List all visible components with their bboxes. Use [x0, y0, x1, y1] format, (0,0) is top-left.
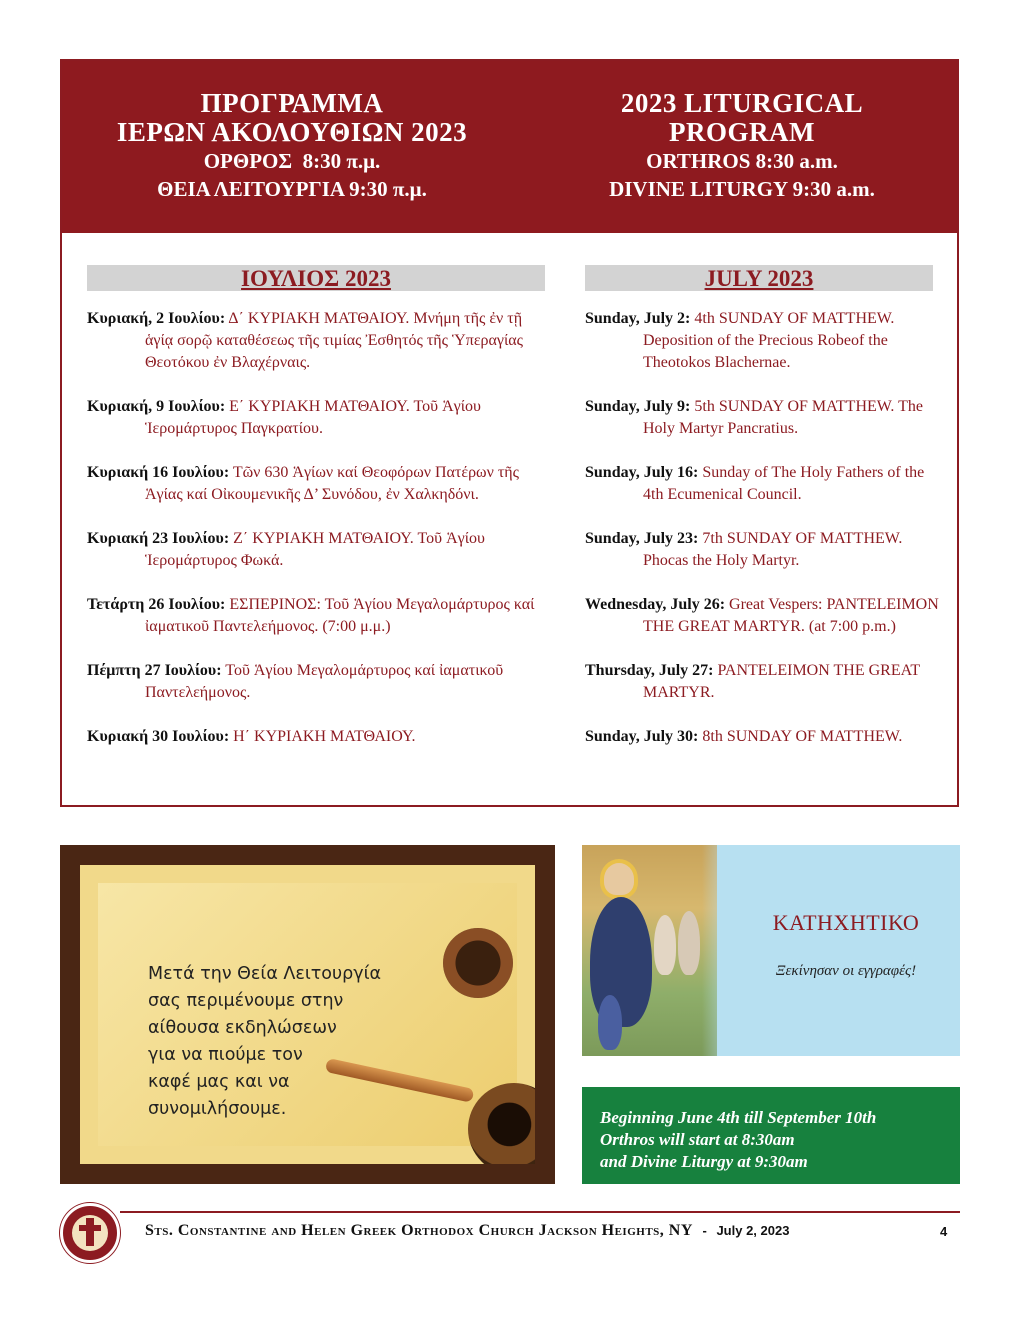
english-month-heading: JULY 2023: [585, 265, 933, 291]
english-entry-text: 4th SUNDAY OF MATTHEW. Deposition of the Precious Robeof the Theotokos Blachernae.: [643, 310, 895, 371]
briki-pot-icon: [468, 1083, 555, 1175]
catechism-subtitle: Ξεκίνησαν οι εγγραφές!: [775, 963, 917, 979]
english-entry-text: Great Vespers: PANTELEIMON THE GREAT MARTYR. (at 7:00 p.m.): [643, 596, 939, 635]
church-seal-icon: [60, 1203, 120, 1263]
greek-entry-text: Η΄ ΚΥΡΙΑΚΗ ΜΑΤΘΑΙΟΥ.: [233, 728, 416, 745]
coffee-line: Μετά την Θεία Λειτουργία: [148, 964, 382, 984]
english-entry-date: Sunday, July 23:: [585, 530, 699, 547]
greek-entry: [87, 594, 547, 638]
coffee-line: για να πιούμε τον: [148, 1045, 303, 1065]
greek-entry: [87, 462, 547, 506]
notice-line: Orthros will start at 8:30am: [600, 1130, 795, 1149]
footer-church-name: Sts. Constantine and Helen Greek Orthodox Church Jackson Heights, NY - July 2, 2023: [145, 1222, 790, 1239]
english-entry-date: Wednesday, July 26:: [585, 596, 726, 613]
greek-entry-date: Κυριακή 30 Ιουλίου:: [87, 728, 230, 745]
english-entry-date: Sunday, July 9:: [585, 398, 691, 415]
greek-entry-text: Ζ΄ ΚΥΡΙΑΚΗ ΜΑΤΘΑΙΟΥ. Τοῦ Ἁγίου Ἱερομάρτυρος Φωκά.: [145, 530, 485, 569]
english-entry: [585, 396, 945, 440]
english-entry: [585, 726, 945, 748]
summer-schedule-notice: [582, 1087, 960, 1184]
greek-entry-text: Δ΄ ΚΥΡΙΑΚΗ ΜΑΤΘΑΙΟΥ. Μνήμη τῆς ἐν τῇ ἁγίᾳ σορῷ καταθέσεως τῆς τιμίας Ἐσθητός τῆς Ὑπεραγίας Θεοτόκου ἐν Βλαχέρναις.: [145, 310, 523, 371]
page-number: 4: [940, 1224, 948, 1239]
greek-entry-date: Πέμπτη 27 Ιουλίου:: [87, 662, 222, 679]
liturgical-program-frame: [60, 59, 959, 807]
catechism-banner: [582, 845, 960, 1056]
english-entry-date: Sunday, July 30:: [585, 728, 699, 745]
coffee-hour-ad: [60, 845, 555, 1184]
coffee-message: [148, 961, 428, 1123]
program-header: [62, 61, 957, 233]
greek-entry-date: Τετάρτη 26 Ιουλίου:: [87, 596, 226, 613]
greek-entry-date: Κυριακή 23 Ιουλίου:: [87, 530, 230, 547]
greek-title-line1: ΠΡΟΓΡΑΜΜΑ: [200, 88, 384, 118]
english-title-line2: PROGRAM: [669, 117, 815, 147]
greek-schedule: [87, 265, 547, 770]
coffee-panel: [98, 883, 517, 1146]
greek-header: [77, 89, 507, 203]
english-entry-date: Sunday, July 16:: [585, 464, 699, 481]
greek-entry-date: Κυριακή, 9 Ιουλίου:: [87, 398, 226, 415]
english-entry-date: Sunday, July 2:: [585, 310, 691, 327]
greek-entry-date: Κυριακή 16 Ιουλίου:: [87, 464, 230, 481]
coffee-line: συνομιλήσουμε.: [148, 1099, 287, 1119]
greek-title-line2: ΙΕΡΩΝ ΑΚΟΛΟΥΘΙΩΝ 2023: [116, 117, 468, 147]
footer-date: July 2, 2023: [716, 1223, 790, 1238]
greek-liturgy-time: ΘΕΙΑ ΛΕΙΤΟΥΡΓΙΑ 9:30 π.μ.: [157, 177, 427, 201]
child-figure-icon: [678, 911, 700, 975]
greek-entry-text: ΕΣΠΕΡΙΝΟΣ: Τοῦ Ἁγίου Μεγαλομάρτυρος καί ἰαματικοῦ Παντελεήμονος. (7:00 μ.μ.): [145, 596, 535, 635]
english-schedule: [585, 265, 945, 770]
coffee-line: καφέ μας και να: [148, 1072, 290, 1092]
greek-entry: [87, 660, 547, 704]
greek-entry: [87, 308, 547, 374]
christ-with-children-icon: [582, 845, 717, 1056]
english-entry-text: PANTELEIMON THE GREAT MARTYR.: [643, 662, 920, 701]
english-entry: [585, 308, 945, 374]
english-title-line1: 2023 LITURGICAL: [620, 88, 864, 118]
english-entry: [585, 462, 945, 506]
english-entry-text: 8th SUNDAY OF MATTHEW.: [702, 728, 903, 745]
greek-month-heading: ΙΟΥΛΙΟΣ 2023: [87, 265, 545, 291]
english-header: [542, 89, 942, 203]
child-figure-icon: [654, 915, 676, 975]
coffee-line: αίθουσα εκδηλώσεων: [148, 1018, 337, 1038]
notice-line: Beginning June 4th till September 10th: [600, 1108, 877, 1127]
greek-entry: [87, 528, 547, 572]
english-liturgy-time: DIVINE LITURGY 9:30 a.m.: [609, 177, 875, 201]
notice-line: and Divine Liturgy at 9:30am: [600, 1152, 808, 1171]
english-entry: [585, 594, 945, 638]
english-entry-text: Sunday of The Holy Fathers of the 4th Ecumenical Council.: [643, 464, 925, 503]
cross-icon: [86, 1218, 94, 1246]
greek-orthros-time: ΟΡΘΡΟΣ 8:30 π.μ.: [203, 149, 381, 173]
greek-entry-text: Ε΄ ΚΥΡΙΑΚΗ ΜΑΤΘΑΙΟΥ. Τοῦ Ἁγίου Ἱερομάρτυρος Παγκρατίου.: [145, 398, 481, 437]
coffee-line: σας περιμένουμε στην: [148, 991, 344, 1011]
greek-entry: [87, 726, 547, 748]
footer-divider: [120, 1211, 960, 1213]
greek-entry-text: Τῶν 630 Ἁγίων καί Θεοφόρων Πατέρων τῆς Ἁγίας καί Οἰκουμενικῆς Δ’ Συνόδου, ἐν Χαλκηδόνι.: [145, 464, 519, 503]
english-entry: [585, 660, 945, 704]
halo-icon: [604, 863, 634, 895]
greek-entry-date: Κυριακή, 2 Ιουλίου:: [87, 310, 226, 327]
greek-entry-text: Τοῦ Ἁγίου Μεγαλομάρτυρος καί ἰαματικοῦ Παντελεήμονος.: [145, 662, 504, 701]
child-figure-icon: [598, 995, 622, 1050]
english-entry-date: Thursday, July 27:: [585, 662, 714, 679]
english-entry: [585, 528, 945, 572]
english-entry-text: 5th SUNDAY OF MATTHEW. The Holy Martyr Pancratius.: [643, 398, 923, 437]
english-orthros-time: ORTHROS 8:30 a.m.: [646, 149, 838, 173]
coffee-cup-icon: [443, 928, 513, 998]
greek-entry: [87, 396, 547, 440]
catechism-title: ΚΑΤΗΧΗΤΙΚΟ: [772, 910, 920, 935]
english-entry-text: 7th SUNDAY OF MATTHEW. Phocas the Holy Martyr.: [643, 530, 903, 569]
